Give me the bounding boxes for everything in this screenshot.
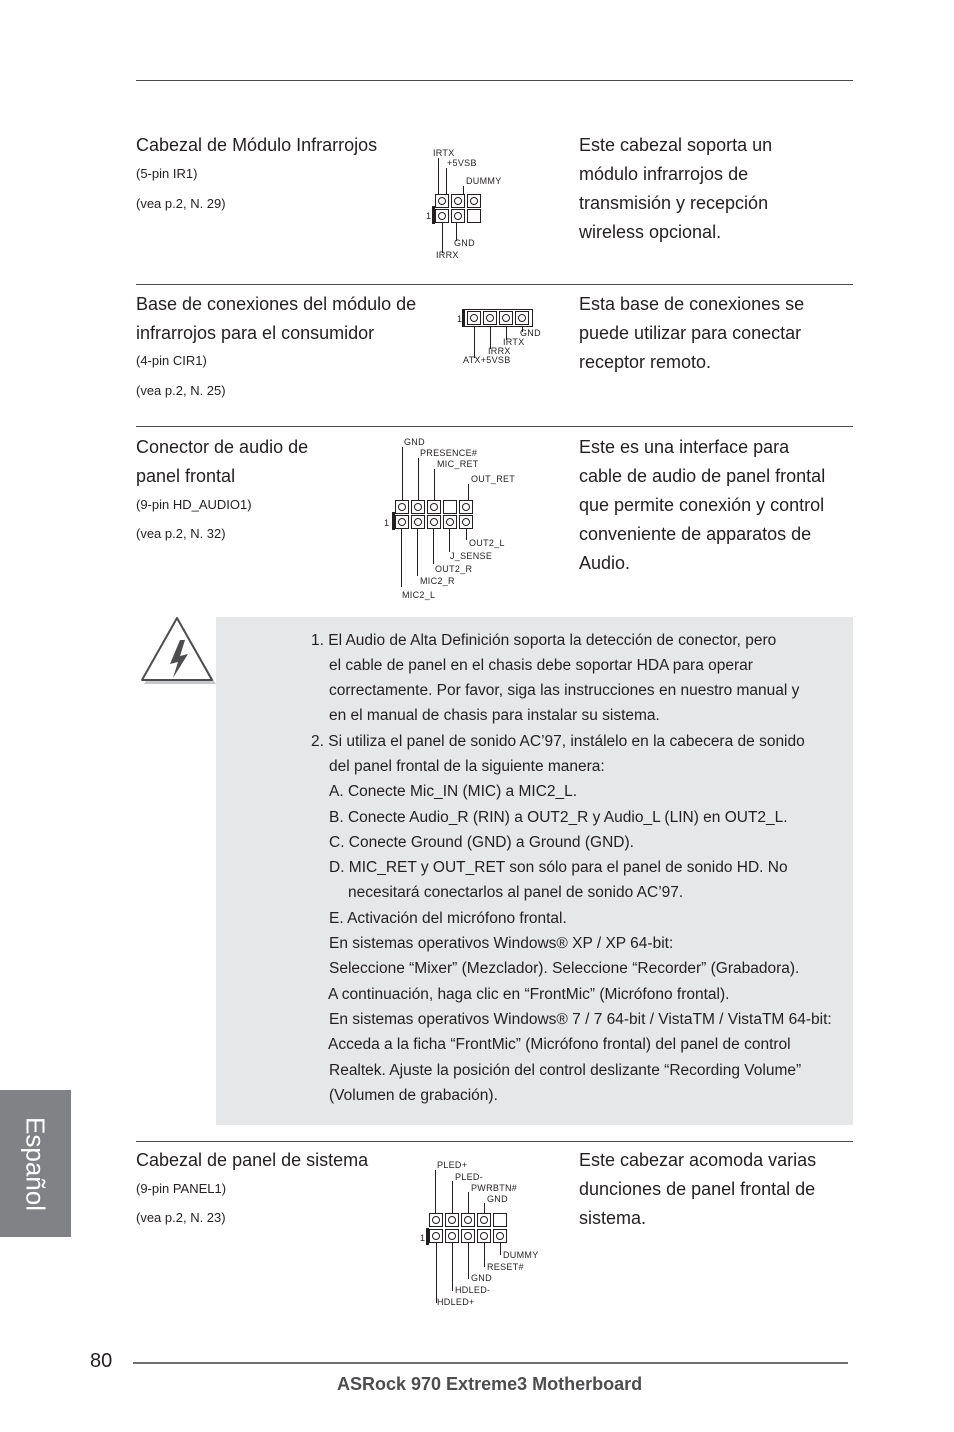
desc-line: Esta base de conexiones se <box>579 294 805 314</box>
lead <box>426 1228 429 1245</box>
lead <box>466 529 467 540</box>
audio-title <box>136 433 308 491</box>
footer-rule <box>133 1362 848 1364</box>
pin <box>493 1229 507 1243</box>
caution-icon <box>140 614 220 686</box>
desc-line: wireless opcional. <box>579 222 722 242</box>
desc-line: Este cabezar acomoda varias <box>579 1150 817 1170</box>
audio-description <box>579 433 825 578</box>
lead <box>433 529 434 564</box>
pin-label-pled-plus: PLED+ <box>437 1160 468 1170</box>
pin <box>435 194 449 208</box>
lead <box>418 458 419 500</box>
note-line: E. Activación del micrófono frontal. <box>329 910 567 927</box>
pin-label-gnd: GND <box>454 238 475 248</box>
title-line: infrarrojos para el consumidor <box>136 323 375 343</box>
pin <box>477 1229 491 1243</box>
pin-label-presence: PRESENCE# <box>420 448 478 458</box>
lead <box>468 484 469 500</box>
panel-description <box>579 1146 816 1233</box>
desc-line: transmisión y recepción <box>579 193 769 213</box>
pin-label-irrx: IRRX <box>436 250 459 260</box>
lead <box>463 186 464 194</box>
pin <box>467 311 481 325</box>
pin-label-hdled-plus: HDLED+ <box>437 1297 475 1307</box>
lead <box>462 309 465 327</box>
desc-line: dunciones de panel frontal de <box>579 1179 816 1199</box>
pin <box>429 1213 443 1227</box>
ir1-pins: (5-pin IR1) <box>136 166 198 181</box>
lead <box>434 469 435 500</box>
note-line: 1. El Audio de Alta Definición soporta la detección de conector, pero <box>311 632 777 649</box>
note-line: B. Conecte Audio_R (RIN) a OUT2_R y Audio_L (LIN) en OUT2_L. <box>329 809 788 826</box>
lead <box>452 1181 453 1213</box>
pin <box>499 311 513 325</box>
ir1-description <box>579 131 772 247</box>
note-line: correctamente. Por favor, siga las instrucciones en nuestro manual y <box>329 682 800 699</box>
lead <box>401 529 402 587</box>
note-line: Acceda a la ficha “FrontMic” (Micrófono frontal) del panel de control <box>328 1036 791 1053</box>
note-line: En sistemas operativos Windows® 7 / 7 64-bit / VistaTM / VistaTM 64-bit: <box>329 1011 832 1028</box>
desc-line: cable de audio de panel frontal <box>579 466 826 486</box>
language-tab-label: Español <box>20 1117 51 1211</box>
lead <box>436 1243 437 1303</box>
pin <box>427 500 441 514</box>
pin <box>395 500 409 514</box>
audio-pins: (9-pin HD_AUDIO1) <box>136 497 252 512</box>
pin-label-irtx: IRTX <box>433 148 455 158</box>
audio-ref: (vea p.2, N. 32) <box>136 526 226 541</box>
pin <box>451 209 465 223</box>
cir1-pins: (4-pin CIR1) <box>136 353 207 368</box>
ir1-title: Cabezal de Módulo Infrarrojos <box>136 135 378 155</box>
pin-label-dummy: DUMMY <box>503 1250 539 1260</box>
lead <box>468 1243 469 1279</box>
panel-pins: (9-pin PANEL1) <box>136 1181 227 1196</box>
pin-label-irtx: IRTX <box>503 337 525 347</box>
pin <box>459 515 473 529</box>
pin-label-gnd: GND <box>520 328 541 338</box>
desc-line: conveniente de apparatos de <box>579 524 812 544</box>
note-line: necesitará conectarlos al panel de sonido AC’97. <box>348 884 684 901</box>
pin-label-mic2-r: MIC2_R <box>420 576 455 586</box>
desc-line: puede utilizar para conectar <box>579 323 802 343</box>
pin-label-out2-r: OUT2_R <box>435 564 473 574</box>
lead <box>432 206 435 224</box>
pin-label-mic-ret: MIC_RET <box>437 459 479 469</box>
lead <box>500 1243 501 1255</box>
pin-label-1: 1 <box>420 1233 426 1243</box>
pin <box>395 515 409 529</box>
lead <box>484 1243 485 1267</box>
lead <box>484 1203 485 1213</box>
desc-line: Este cabezal soporta un <box>579 135 773 155</box>
top-rule <box>136 80 853 81</box>
lead <box>449 529 450 552</box>
pin-label-reset: RESET# <box>487 1262 524 1272</box>
pin <box>461 1213 475 1227</box>
lead <box>435 1170 436 1213</box>
pin-label-gnd: GND <box>487 1194 508 1204</box>
note-line: el cable de panel en el chasis debe soportar HDA para operar <box>329 657 753 674</box>
pin-label-mic2-l: MIC2_L <box>402 590 436 600</box>
pin <box>427 515 441 529</box>
pin-label-gnd: GND <box>404 437 425 447</box>
lead <box>438 158 439 194</box>
pin-label-1: 1 <box>426 211 432 221</box>
cir1-description <box>579 290 804 377</box>
note-line: En sistemas operativos Windows® XP / XP 64-bit: <box>329 935 674 952</box>
desc-line: Audio. <box>579 553 631 573</box>
pin <box>477 1213 491 1227</box>
footer-product: ASRock 970 Extreme3 Motherboard <box>337 1374 643 1394</box>
desc-line: sistema. <box>579 1208 647 1228</box>
lead <box>468 1192 469 1213</box>
section-divider <box>136 426 853 427</box>
pin <box>445 1213 459 1227</box>
pin <box>429 1229 443 1243</box>
note-line: Seleccione “Mixer” (Mezclador). Seleccione “Recorder” (Grabadora). <box>329 960 800 977</box>
cir1-title <box>136 290 416 348</box>
pin-label-5vsb: +5VSB <box>447 158 477 168</box>
language-tab <box>0 1090 71 1237</box>
note-line: D. MIC_RET y OUT_RET son sólo para el panel de sonido HD. No <box>329 859 788 876</box>
title-line: panel frontal <box>136 466 236 486</box>
pin <box>483 311 497 325</box>
title-line: Base de conexiones del módulo de <box>136 294 417 314</box>
pin <box>445 1229 459 1243</box>
desc-line: Este es una interface para <box>579 437 790 457</box>
lead <box>417 529 418 576</box>
note-line: Realtek. Ajuste la posición del control deslizante “Recording Volume” <box>329 1062 802 1079</box>
pin <box>467 194 481 208</box>
desc-line: módulo infrarrojos de <box>579 164 749 184</box>
pin <box>459 500 473 514</box>
note-line: (Volumen de grabación). <box>329 1087 498 1104</box>
pin <box>451 194 465 208</box>
pin <box>461 1229 475 1243</box>
note-line: 2. Si utiliza el panel de sonido AC’97, instálelo en la cabecera de sonido <box>311 733 805 750</box>
page-number: 80 <box>90 1350 113 1372</box>
pin-label-pled-minus: PLED- <box>455 1172 484 1182</box>
panel-title: Cabezal de panel de sistema <box>136 1150 369 1170</box>
pin <box>515 311 529 325</box>
desc-line: receptor remoto. <box>579 352 712 372</box>
lead <box>446 168 447 194</box>
note-line: en el manual de chasis para instalar su sistema. <box>329 707 660 724</box>
ir1-ref: (vea p.2, N. 29) <box>136 196 226 211</box>
section-divider <box>136 1141 853 1142</box>
lead <box>402 447 403 500</box>
pin <box>435 209 449 223</box>
title-line: Conector de audio de <box>136 437 309 457</box>
lead <box>474 327 475 358</box>
note-line: del panel frontal de la siguiente manera: <box>329 758 605 775</box>
pin-label-gnd: GND <box>471 1273 492 1283</box>
pin-label-irrx: IRRX <box>488 346 511 356</box>
desc-line: que permite conexión y control <box>579 495 825 515</box>
cir1-ref: (vea p.2, N. 25) <box>136 383 226 398</box>
pin <box>411 500 425 514</box>
note-line: A. Conecte Mic_IN (MIC) a MIC2_L. <box>329 783 578 800</box>
pin-label-j-sense: J_SENSE <box>450 551 493 561</box>
pin-label-atx5vsb: ATX+5VSB <box>463 355 511 365</box>
pin-label-out-ret: OUT_RET <box>471 474 516 484</box>
pin-label-out2-l: OUT2_L <box>469 538 505 548</box>
note-line: A continuación, haga clic en “FrontMic” (Micrófono frontal). <box>328 986 730 1003</box>
pin-empty <box>467 209 481 223</box>
pin-empty <box>443 500 457 514</box>
pin-label-pwrbtn: PWRBTN# <box>471 1183 518 1193</box>
lead <box>452 1243 453 1291</box>
pin-label-dummy: DUMMY <box>466 176 502 186</box>
panel-ref: (vea p.2, N. 23) <box>136 1210 226 1225</box>
pin <box>443 515 457 529</box>
section-divider <box>136 284 853 285</box>
lead <box>442 223 443 253</box>
pin-empty <box>493 1213 507 1227</box>
pin <box>411 515 425 529</box>
pin-label-1: 1 <box>457 314 463 324</box>
pin-label-1: 1 <box>384 518 390 528</box>
pin-label-hdled-minus: HDLED- <box>455 1285 491 1295</box>
note-line: C. Conecte Ground (GND) a Ground (GND). <box>329 834 634 851</box>
lead <box>392 512 395 530</box>
